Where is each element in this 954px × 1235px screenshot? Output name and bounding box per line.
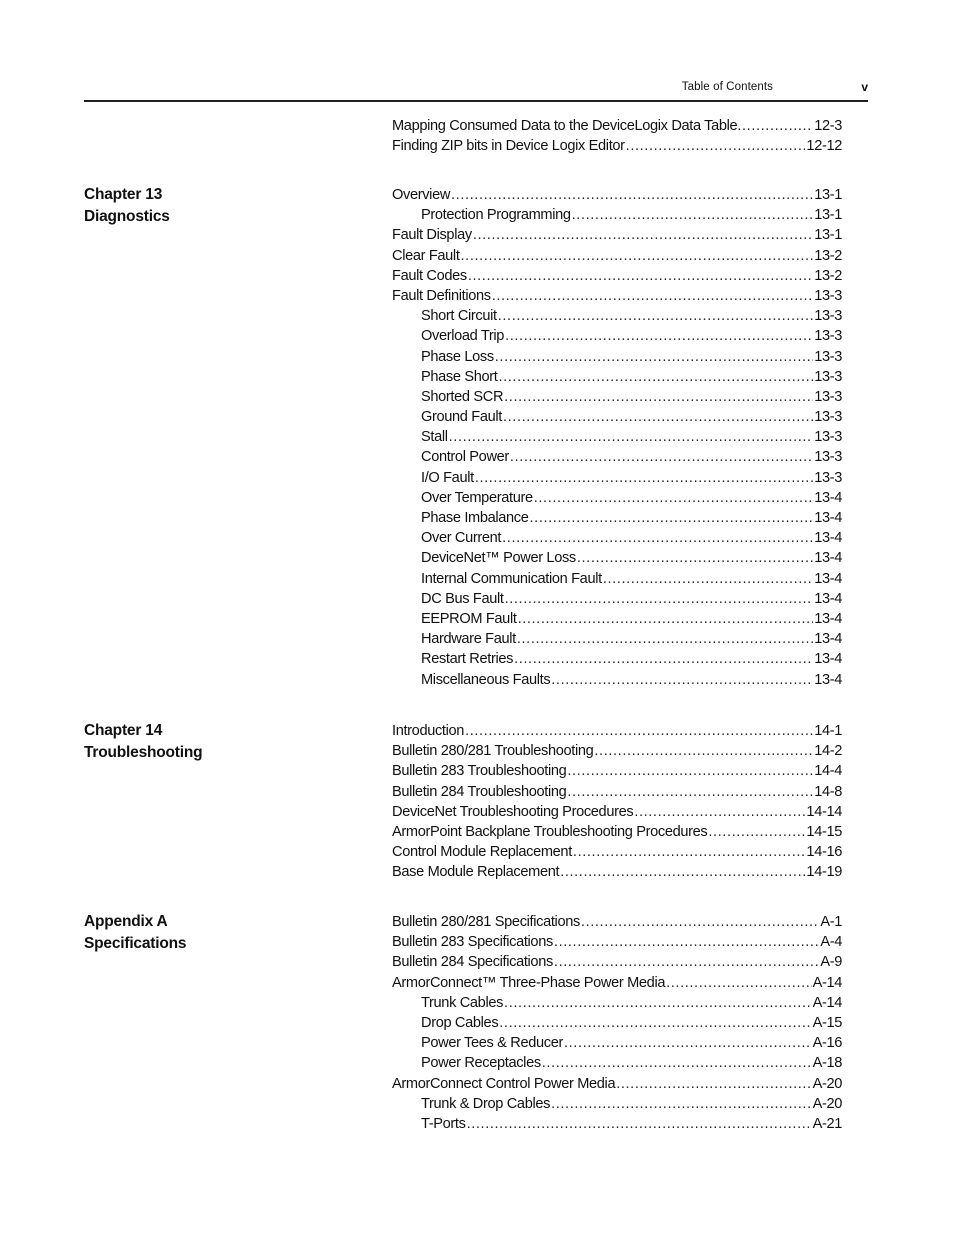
dot-leader [510, 447, 813, 467]
dot-leader [666, 973, 811, 993]
toc-entry[interactable] [392, 427, 842, 447]
entry-title: DC Bus Fault [421, 590, 504, 607]
entry-page-number: A-18 [812, 1055, 842, 1072]
dot-leader [581, 912, 819, 932]
entry-title: DeviceNet Troubleshooting Procedures [392, 803, 634, 820]
toc-entry[interactable] [392, 447, 842, 467]
dot-leader [742, 116, 813, 136]
toc-entry[interactable] [392, 569, 842, 589]
dot-leader [449, 427, 814, 447]
entry-title: Overload Trip [421, 328, 505, 345]
entry-page-number: 13-3 [814, 287, 842, 304]
toc-entry[interactable] [392, 548, 842, 568]
toc-entry[interactable] [392, 528, 842, 548]
entry-title: Bulletin 283 Troubleshooting [392, 763, 567, 780]
entry-page-number: A-4 [820, 934, 842, 951]
dot-leader [603, 569, 813, 589]
dot-leader [554, 932, 819, 952]
dot-leader [534, 488, 813, 508]
toc-entry[interactable] [392, 912, 842, 932]
toc-entry[interactable] [392, 589, 842, 609]
toc-entry[interactable] [392, 629, 842, 649]
entry-page-number: 13-2 [814, 267, 842, 284]
entry-page-number: 13-4 [814, 631, 842, 648]
toc-entry[interactable] [392, 842, 842, 862]
section-number: Chapter 14 [84, 722, 163, 739]
toc-entry[interactable] [392, 407, 842, 427]
entry-page-number: A-1 [820, 914, 842, 930]
section-number: Appendix A [84, 913, 168, 930]
entry-title: Phase Loss [421, 348, 494, 365]
toc-entry[interactable] [392, 1094, 842, 1114]
dot-leader [564, 1033, 812, 1053]
toc-entry[interactable] [392, 347, 842, 367]
entry-title: ArmorConnect™ Three-Phase Power Media [392, 974, 666, 991]
dot-leader [616, 1074, 811, 1094]
entry-title: Hardware Fault [421, 631, 516, 648]
toc-entry[interactable] [392, 286, 842, 306]
entry-page-number: A-16 [812, 1035, 842, 1052]
page-header [84, 80, 868, 102]
entry-title: Bulletin 284 Troubleshooting [392, 783, 567, 800]
section-heading [84, 184, 170, 228]
toc-entry[interactable] [392, 670, 842, 690]
dot-leader [461, 246, 814, 266]
toc-entry[interactable] [392, 973, 842, 993]
dot-leader [554, 952, 819, 972]
dot-leader [504, 993, 812, 1013]
toc-entry[interactable] [392, 205, 842, 225]
dot-leader [502, 528, 813, 548]
entry-title: Overview [392, 187, 451, 203]
toc-entry[interactable] [392, 1013, 842, 1033]
dot-leader [530, 508, 814, 528]
toc-entry[interactable] [392, 609, 842, 629]
entry-title: Phase Imbalance [421, 510, 529, 526]
entry-page-number: 13-1 [814, 227, 842, 244]
entry-title: Protection Programming [421, 207, 571, 224]
dot-leader [514, 649, 813, 669]
entry-title: ArmorPoint Backplane Troubleshooting Procedures [392, 823, 708, 840]
toc-entry[interactable] [392, 761, 842, 781]
entry-page-number: A-15 [812, 1014, 842, 1031]
section-title: Diagnostics [84, 208, 170, 225]
toc-entries [392, 721, 842, 883]
toc-entries [392, 116, 842, 156]
dot-leader [473, 225, 813, 245]
entry-title: ArmorConnect Control Power Media [392, 1075, 616, 1092]
entry-title: Fault Display [392, 227, 472, 244]
dot-leader [504, 387, 813, 407]
entry-title: Clear Fault [392, 247, 460, 264]
toc-entry[interactable] [392, 306, 842, 326]
toc-entry[interactable] [392, 468, 842, 488]
entry-page-number: 13-3 [814, 308, 842, 325]
dot-leader [572, 205, 814, 225]
dot-leader [492, 286, 814, 306]
entry-title: Fault Definitions [392, 287, 491, 304]
toc-entry[interactable] [392, 822, 842, 842]
toc-entries [392, 912, 842, 1134]
dot-leader [505, 326, 813, 346]
entry-page-number: 14-14 [806, 803, 842, 820]
entry-page-number: 13-4 [814, 570, 842, 587]
entry-title: Control Power [421, 449, 509, 466]
entry-title: Over Temperature [421, 489, 533, 506]
entry-page-number: 14-16 [806, 844, 842, 861]
entry-title: Mapping Consumed Data to the DeviceLogix Data Table. [392, 118, 742, 134]
dot-leader [594, 741, 813, 761]
dot-leader [503, 407, 813, 427]
toc-entry[interactable] [392, 862, 842, 882]
entry-title: Power Receptacles [421, 1055, 541, 1072]
toc-entry[interactable] [392, 721, 842, 741]
toc-entry[interactable] [392, 1053, 842, 1073]
entry-title: Bulletin 280/281 Troubleshooting [392, 743, 594, 760]
entry-title: Restart Retries [421, 651, 514, 668]
entry-title: Introduction [392, 723, 465, 739]
dot-leader [495, 347, 813, 367]
entry-page-number: A-20 [812, 1095, 842, 1112]
entry-page-number: 13-4 [814, 671, 842, 688]
entry-page-number: 14-8 [814, 783, 842, 800]
toc-entry[interactable] [392, 488, 842, 508]
section-title: Troubleshooting [84, 744, 203, 761]
entry-title: Control Module Replacement [392, 844, 572, 861]
dot-leader [499, 1013, 811, 1033]
entry-title: Fault Codes [392, 267, 467, 284]
toc-entry[interactable] [392, 802, 842, 822]
entry-page-number: 13-3 [814, 388, 842, 405]
entry-page-number: A-21 [812, 1115, 842, 1132]
toc-entry[interactable] [392, 993, 842, 1013]
dot-leader [542, 1053, 812, 1073]
dot-leader [468, 266, 813, 286]
entry-title: EEPROM Fault [421, 610, 517, 627]
entry-title: Trunk & Drop Cables [421, 1095, 551, 1112]
entry-title: Short Circuit [421, 308, 497, 325]
entry-title: Stall [421, 429, 448, 446]
dot-leader [465, 721, 813, 741]
entry-page-number: 13-4 [814, 550, 842, 567]
entry-title: Bulletin 280/281 Specifications [392, 914, 580, 930]
entry-page-number: 12-3 [814, 118, 842, 134]
toc-entry[interactable] [392, 1114, 842, 1134]
toc-entry[interactable] [392, 932, 842, 952]
dot-leader [505, 589, 814, 609]
section-number: Chapter 13 [84, 186, 163, 203]
dot-leader [517, 629, 813, 649]
toc-entry[interactable] [392, 116, 842, 136]
dot-leader [498, 306, 813, 326]
entry-title: DeviceNet™ Power Loss [421, 550, 576, 567]
entry-title: Power Tees & Reducer [421, 1035, 563, 1052]
entry-page-number: 14-19 [806, 864, 842, 881]
dot-leader [573, 842, 806, 862]
toc-entry[interactable] [392, 367, 842, 387]
entry-title: Miscellaneous Faults [421, 671, 551, 688]
dot-leader [551, 1094, 811, 1114]
toc-entry[interactable] [392, 326, 842, 346]
entry-page-number: 13-4 [814, 510, 842, 526]
entry-page-number: 13-3 [814, 409, 842, 426]
entry-title: I/O Fault [421, 469, 474, 486]
entry-page-number: 13-3 [814, 469, 842, 486]
running-header-title: Table of Contents [681, 81, 773, 93]
toc-entry[interactable] [392, 246, 842, 266]
entry-page-number: 13-4 [814, 610, 842, 627]
entry-page-number: 13-3 [814, 328, 842, 345]
entry-page-number: 13-2 [814, 247, 842, 264]
entry-page-number: 13-1 [814, 207, 842, 224]
toc-entry[interactable] [392, 1074, 842, 1094]
toc-entry[interactable] [392, 1033, 842, 1053]
toc-entry[interactable] [392, 741, 842, 761]
entry-title: T-Ports [421, 1115, 466, 1132]
entry-page-number: 13-4 [814, 651, 842, 668]
toc-entry[interactable] [392, 782, 842, 802]
dot-leader [626, 136, 806, 156]
entry-page-number: A-14 [812, 974, 842, 991]
section-heading [84, 720, 202, 764]
dot-leader [567, 782, 813, 802]
entry-page-number: 13-4 [814, 590, 842, 607]
entry-title: Drop Cables [421, 1014, 499, 1031]
entry-page-number: A-20 [812, 1075, 842, 1092]
toc-entry[interactable] [392, 649, 842, 669]
entry-page-number: A-14 [812, 994, 842, 1011]
entry-title: Trunk Cables [421, 994, 504, 1011]
dot-leader [708, 822, 805, 842]
entry-title: Phase Short [421, 368, 498, 385]
entry-page-number: 13-3 [814, 368, 842, 385]
dot-leader [475, 468, 813, 488]
entry-page-number: 14-15 [806, 823, 842, 840]
section-title: Specifications [84, 935, 187, 952]
entry-page-number: 12-12 [806, 138, 842, 155]
entry-title: Ground Fault [421, 409, 502, 426]
entry-page-number: 14-2 [814, 743, 842, 760]
page-number: v [861, 80, 868, 94]
toc-entry[interactable] [392, 508, 842, 528]
dot-leader [551, 670, 813, 690]
dot-leader [577, 548, 813, 568]
entry-page-number: 14-4 [814, 763, 842, 780]
toc-entries [392, 185, 842, 690]
dot-leader [451, 185, 813, 205]
toc-entry[interactable] [392, 952, 842, 972]
dot-leader [634, 802, 805, 822]
entry-title: Internal Communication Fault [421, 570, 602, 587]
dot-leader [498, 367, 813, 387]
entry-page-number: A-9 [820, 954, 842, 971]
toc-entry[interactable] [392, 225, 842, 245]
dot-leader [560, 862, 805, 882]
entry-title: Finding ZIP bits in Device Logix Editor [392, 138, 625, 155]
entry-page-number: 14-1 [814, 723, 842, 739]
entry-page-number: 13-4 [814, 530, 842, 547]
entry-page-number: 13-3 [814, 348, 842, 365]
dot-leader [467, 1114, 812, 1134]
entry-title: Over Current [421, 530, 502, 547]
dot-leader [567, 761, 813, 781]
entry-title: Base Module Replacement [392, 864, 560, 881]
dot-leader [518, 609, 814, 629]
section-heading [84, 911, 186, 955]
entry-page-number: 13-3 [814, 449, 842, 466]
toc-entry[interactable] [392, 387, 842, 407]
entry-title: Bulletin 284 Specifications [392, 954, 553, 971]
entry-title: Shorted SCR [421, 388, 504, 405]
entry-page-number: 13-1 [814, 187, 842, 203]
toc-entry[interactable] [392, 136, 842, 156]
entry-page-number: 13-3 [814, 429, 842, 446]
toc-entry[interactable] [392, 185, 842, 205]
toc-entry[interactable] [392, 266, 842, 286]
entry-title: Bulletin 283 Specifications [392, 934, 553, 951]
entry-page-number: 13-4 [814, 489, 842, 506]
